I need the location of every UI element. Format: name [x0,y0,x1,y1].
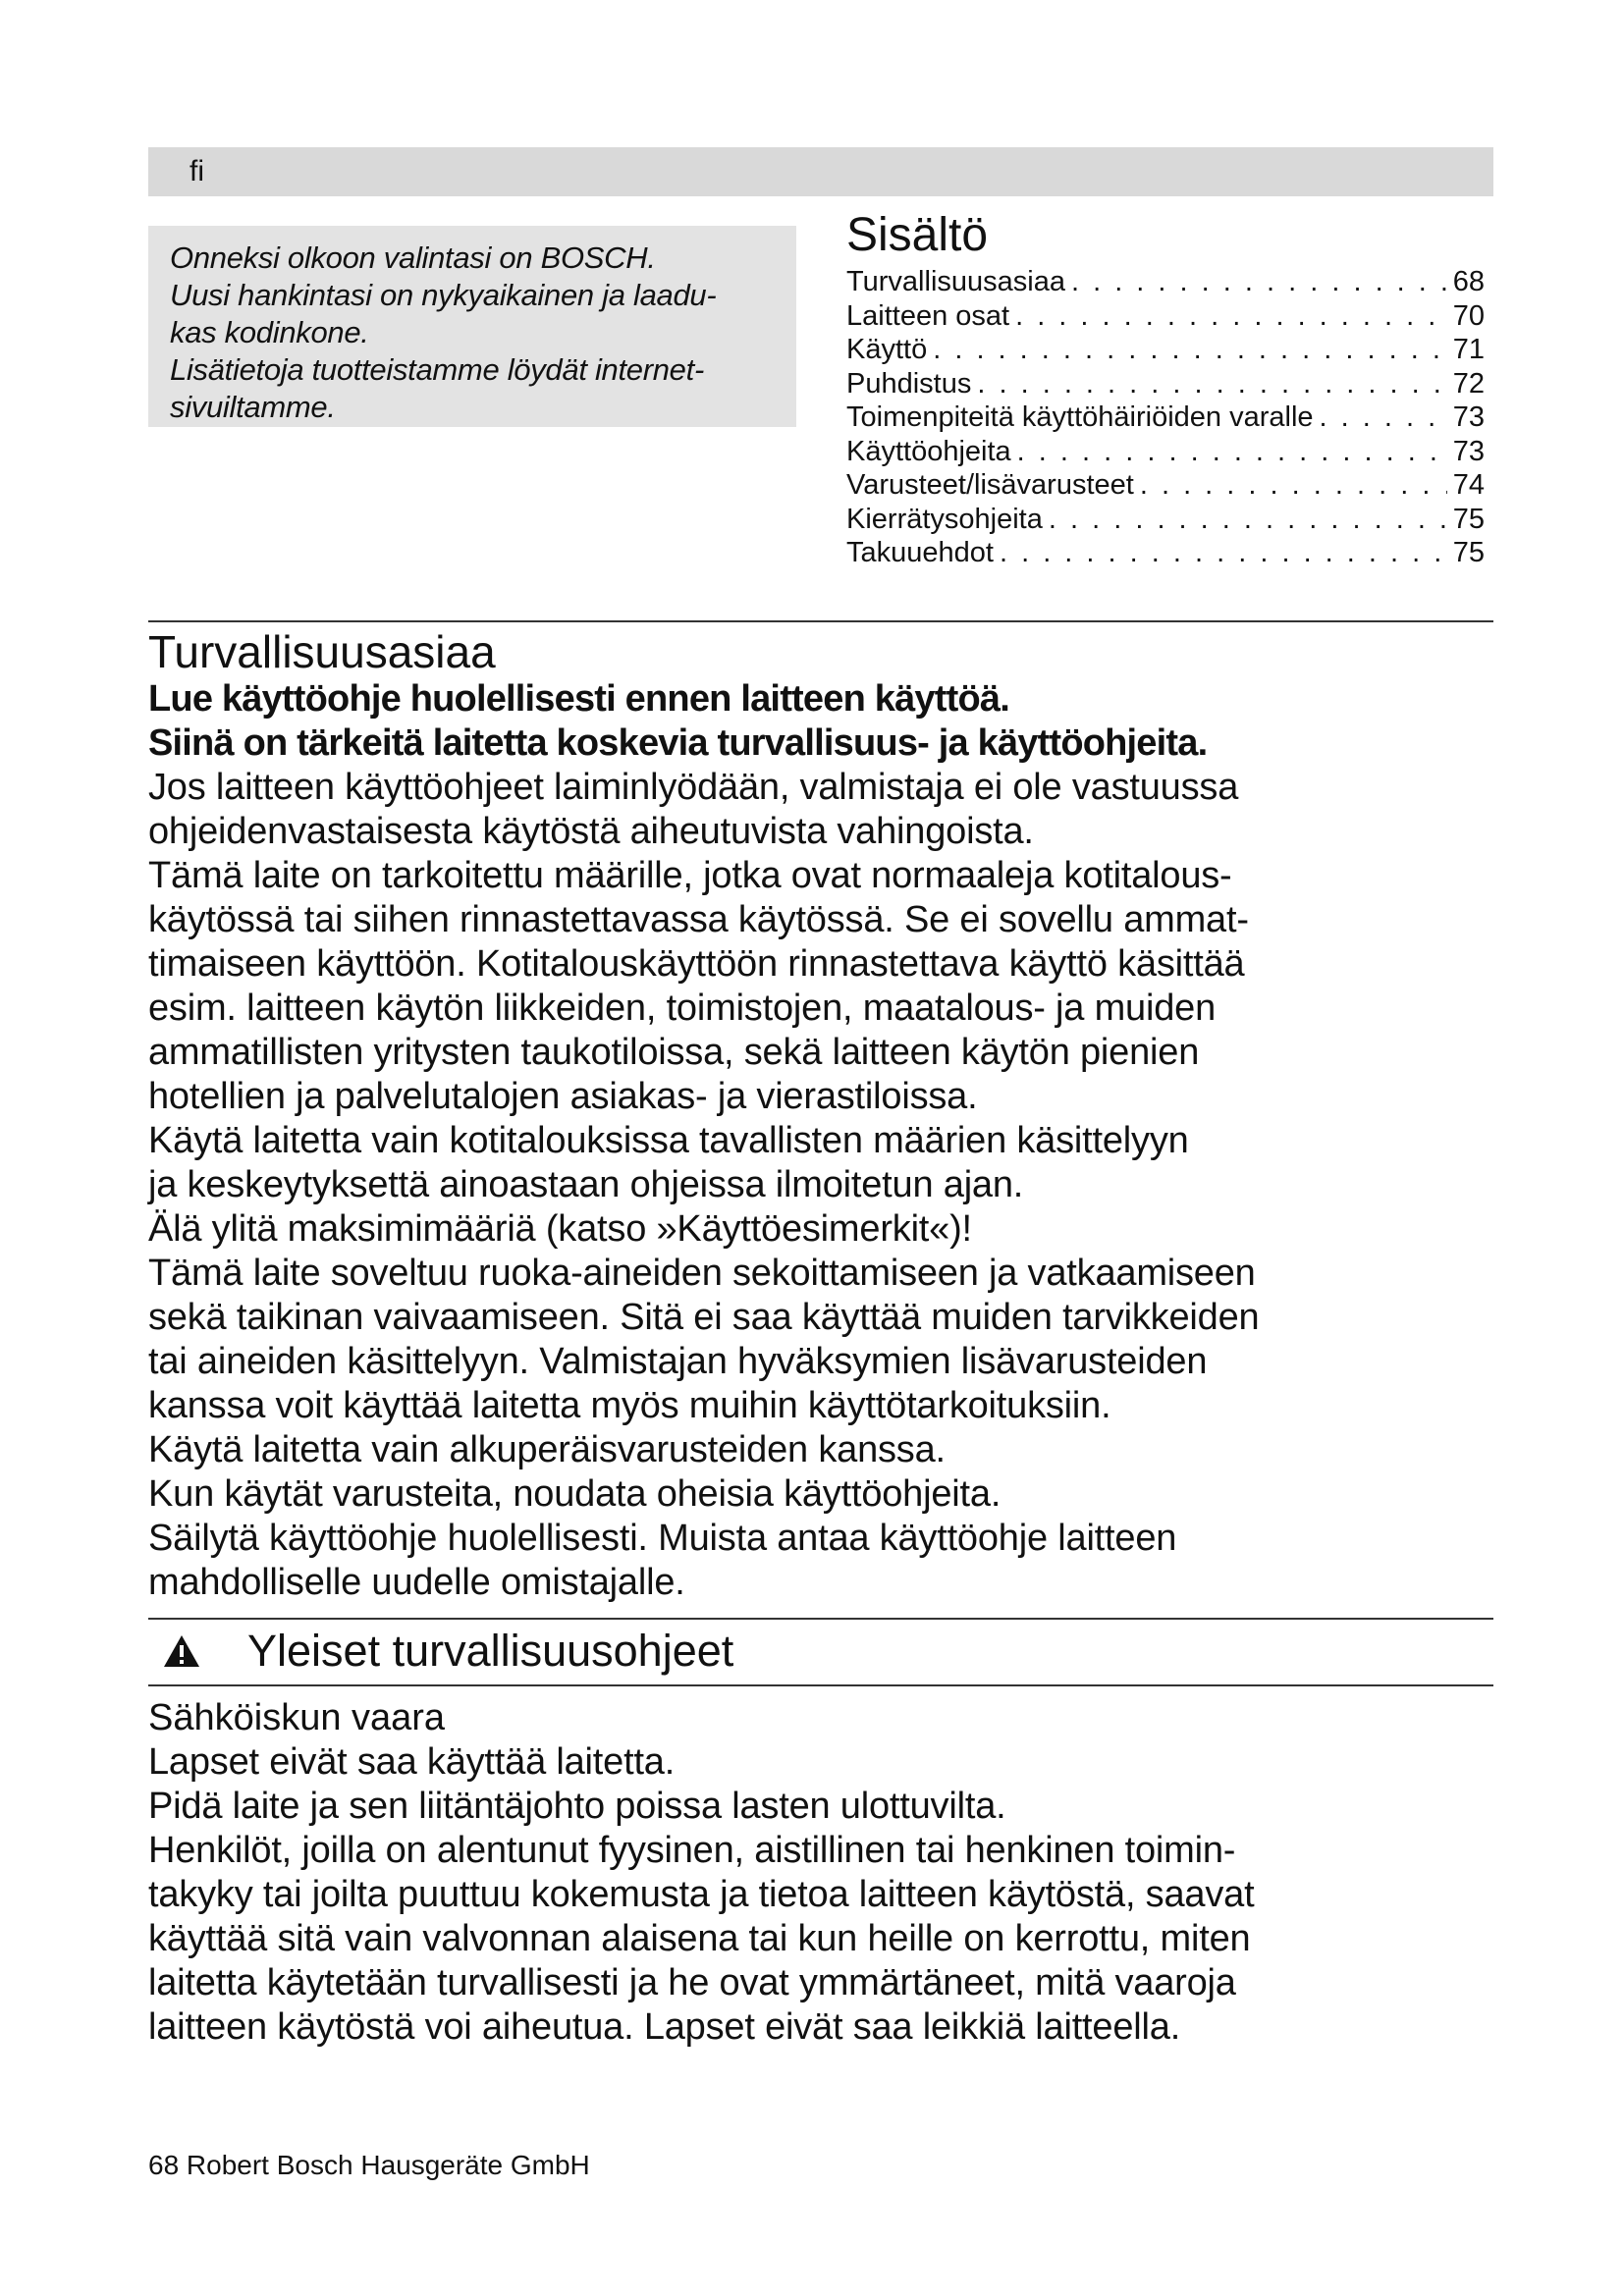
toc-item-label: Toimenpiteitä käyttöhäiriöiden varalle [846,401,1314,433]
general-safety-title: Yleiset turvallisuusohjeet [247,1626,734,1676]
lead-line: Lue käyttöohje huolellisesti ennen laitteen käyttöä. [148,678,1009,720]
toc-leader-dots [1015,299,1447,334]
page-footer: 68 Robert Bosch Hausgeräte GmbH [148,2150,590,2180]
lead-line: Siinä on tärkeitä laitetta koskevia turvallisuus- ja käyttöohjeita. [148,722,1208,764]
toc-item-page: 73 [1452,435,1485,467]
toc-item-page: 74 [1452,469,1485,501]
intro-line: Onneksi olkoon valintasi on BOSCH. [170,240,656,275]
toc-item-label: Puhdistus [846,367,972,400]
intro-line: sivuiltamme. [170,390,336,424]
body-line: kanssa voit käyttää laitetta myös muihin käyttötarkoituksiin. [148,1385,1111,1426]
general-safety-header [148,1620,1493,1682]
toc-leader-dots [1000,536,1447,570]
toc-item-label: Laitteen osat [846,299,1010,332]
toc-item [846,265,1485,299]
language-code: fi [189,155,204,187]
subsection-title: Sähköiskun vaara [148,1697,446,1738]
toc-item-page: 75 [1452,537,1485,568]
toc-item-label: Takuuehdot [846,537,994,568]
body-line: Käytä laitetta vain alkuperäisvarusteiden kanssa. [148,1429,946,1470]
toc-item [846,536,1485,570]
body-line: käyttää sitä vain valvonnan alaisena tai kun heille on kerrottu, miten [148,1918,1251,1959]
body-line: laitetta käytetään turvallisesti ja he ovat ymmärtäneet, mitä vaaroja [148,1962,1236,2003]
body-line: käytössä tai siihen rinnastettavassa käytössä. Se ei sovellu ammat- [148,899,1249,940]
toc-leader-dots [1140,468,1447,503]
section-divider [148,620,1493,622]
body-line: ja keskeytyksettä ainoastaan ohjeissa ilmoitetun ajan. [148,1164,1024,1205]
toc-item [846,299,1485,334]
body-line: takyky tai joilta puuttuu kokemusta ja tietoa laitteen käytöstä, saavat [148,1874,1255,1915]
body-line: hotellien ja palvelutalojen asiakas- ja vierastiloissa. [148,1076,978,1117]
safety-body [148,766,1493,1605]
body-line: Henkilöt, joilla on alentunut fyysinen, aistillinen tai henkinen toimin- [148,1830,1236,1871]
toc-leader-dots [977,367,1446,401]
body-line: Säilytä käyttöohje huolellisesti. Muista antaa käyttöohje laitteen [148,1518,1177,1559]
body-line: Tämä laite on tarkoitettu määrille, jotka ovat normaaleja kotitalous- [148,855,1232,896]
section-title: Turvallisuusasiaa [148,626,496,677]
toc-item-page: 72 [1452,367,1485,400]
toc-leader-dots [933,333,1447,367]
toc-item-label: Turvallisuusasiaa [846,266,1065,297]
body-line: tai aineiden käsittelyyn. Valmistajan hyväksymien lisävarusteiden [148,1341,1208,1382]
toc-title: Sisältö [846,209,989,261]
toc-leader-dots [1071,265,1447,299]
toc-list [846,265,1485,570]
toc-leader-dots [1049,503,1447,537]
intro-line: Lisätietoja tuotteistamme löydät internet- [170,352,704,387]
electric-shock-section [148,1696,1493,2050]
section-divider [148,1684,1493,1686]
toc-item-page: 68 [1452,266,1485,297]
body-line: ammatillisten yritysten taukotiloissa, sekä laitteen käytön pienien [148,1032,1200,1073]
toc-item [846,367,1485,401]
body-line: Älä ylitä maksimimääriä (katso »Käyttöesimerkit«)! [148,1208,972,1250]
intro-box [148,226,796,427]
body-line: Tämä laite soveltuu ruoka-aineiden sekoittamiseen ja vatkaamiseen [148,1253,1256,1294]
body-line: Jos laitteen käyttöohjeet laiminlyödään, valmistaja ei ole vastuussa [148,767,1239,808]
toc-item-label: Kierrätysohjeita [846,503,1043,535]
intro-line: kas kodinkone. [170,315,369,349]
body-line: esim. laitteen käytön liikkeiden, toimistojen, maatalous- ja muiden [148,988,1217,1029]
toc-item-page: 75 [1452,503,1485,535]
body-line: Kun käytät varusteita, noudata oheisia käyttöohjeita. [148,1473,1001,1515]
toc-leader-dots [1320,400,1447,435]
body-line: ohjeidenvastaisesta käytöstä aiheutuvista vahingoista. [148,811,1034,852]
intro-line: Uusi hankintasi on nykyaikainen ja laadu- [170,278,717,312]
safety-section [148,626,1493,1605]
toc-item [846,400,1485,435]
language-bar [148,147,1493,196]
body-line: Pidä laite ja sen liitäntäjohto poissa lasten ulottuvilta. [148,1786,1006,1827]
body-line: mahdolliselle uudelle omistajalle. [148,1562,685,1603]
toc-item [846,333,1485,367]
body-line: timaiseen käyttöön. Kotitalouskäyttöön rinnastettava käyttö käsittää [148,943,1245,985]
table-of-contents [846,208,1485,570]
toc-item [846,503,1485,537]
body-line: laitteen käytöstä voi aiheutua. Lapset eivät saa leikkiä laitteella. [148,2006,1181,2048]
body-line: Käytä laitetta vain kotitalouksissa tavallisten määrien käsittelyyn [148,1120,1189,1161]
toc-item-label: Käyttöohjeita [846,435,1011,467]
toc-item-page: 71 [1452,334,1485,365]
toc-item [846,435,1485,469]
warning-triangle-icon [162,1633,201,1669]
toc-item-label: Varusteet/lisävarusteet [846,469,1134,501]
toc-item-page: 73 [1452,401,1485,433]
body-line: Lapset eivät saa käyttää laitetta. [148,1741,676,1783]
toc-leader-dots [1017,435,1447,469]
toc-item-label: Käyttö [846,334,928,365]
toc-item-page: 70 [1452,299,1485,332]
toc-item [846,468,1485,503]
body-line: sekä taikinan vaivaamiseen. Sitä ei saa käyttää muiden tarvikkeiden [148,1297,1260,1338]
